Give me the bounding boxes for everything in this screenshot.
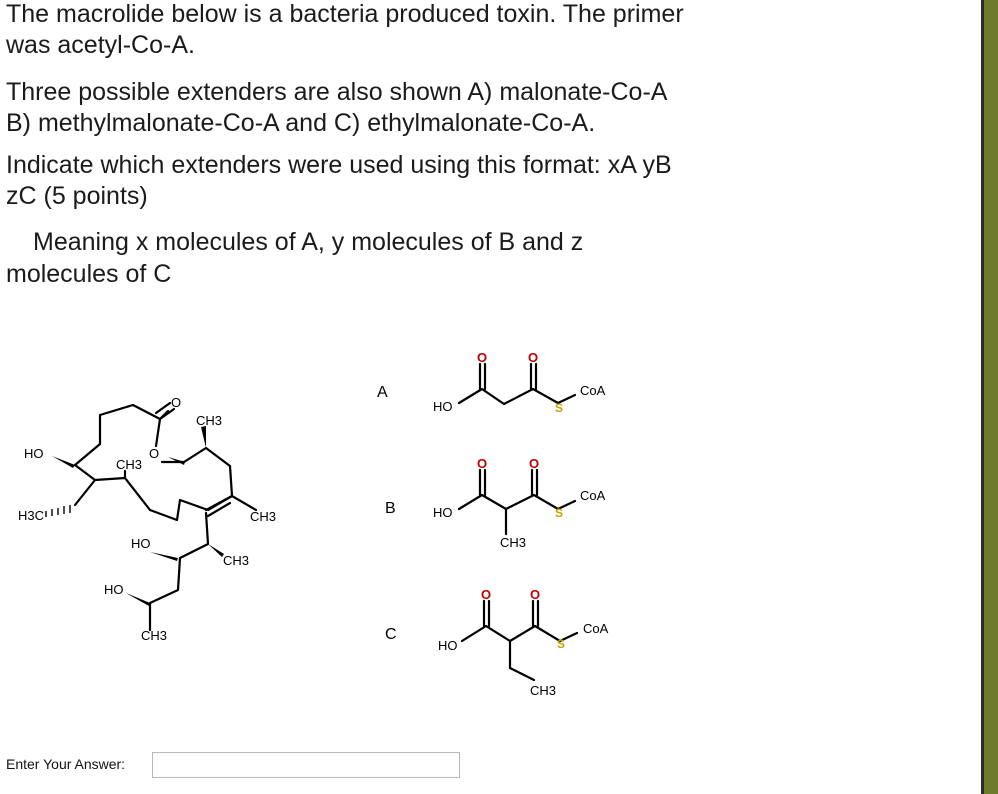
macrolide-structure [75,403,256,630]
coa-label: CoA [583,621,609,636]
coa-label: CoA [580,488,606,503]
extender-b [385,456,606,550]
right-edge-bar [981,0,998,794]
methyl-label: H3C [18,508,45,523]
answer-input[interactable] [152,752,460,778]
hydroxyl-label: HO [131,536,151,551]
methyl-label: CH3 [196,413,223,428]
coa-label: CoA [580,383,606,398]
sulfur-label: S [555,401,564,415]
methyl-label: CH3 [223,553,250,568]
question-line: Meaning x molecules of A, y molecules of B and z [33,228,584,256]
methyl-label: CH3 [141,628,168,643]
extender-letter: C [385,626,397,643]
answer-label: Enter Your Answer: [6,756,126,772]
methyl-label: CH3 [116,457,143,472]
macrolide-hash [46,505,70,517]
methyl-label: CH3 [500,535,527,550]
oxygen-label: O [481,587,492,602]
extender-a [377,350,606,415]
question-line: B) methylmalonate-Co-A and C) ethylmalonate-Co-A. [6,109,596,137]
oxygen-label: O [171,395,182,410]
sulfur-label: S [555,506,564,520]
question-line: Three possible extenders are also shown A) malonate-Co-A [6,78,668,106]
extender-letter: B [385,500,396,517]
oxygen-label: O [529,456,540,471]
question-line: Indicate which extenders were used using this format: xA yB [6,151,672,179]
question-line: zC (5 points) [6,182,148,210]
question-line: molecules of C [6,260,172,288]
methyl-label: CH3 [250,509,277,524]
hydroxyl-label: HO [433,505,453,520]
hydroxyl-label: HO [24,446,44,461]
hydroxyl-label: HO [438,638,458,653]
question-line: The macrolide below is a bacteria produced toxin. The primer [6,0,684,28]
question-line: was acetyl-Co-A. [6,31,195,59]
hydroxyl-label: HO [433,399,453,414]
extender-letter: A [377,384,388,401]
oxygen-label: O [528,350,539,365]
oxygen-label: O [477,350,488,365]
oxygen-label: O [530,587,541,602]
sulfur-label: S [557,637,566,651]
oxygen-label: O [149,446,160,461]
methyl-label: CH3 [530,683,557,698]
hydroxyl-label: HO [104,582,124,597]
oxygen-label: O [477,456,488,471]
extender-c [385,587,609,698]
